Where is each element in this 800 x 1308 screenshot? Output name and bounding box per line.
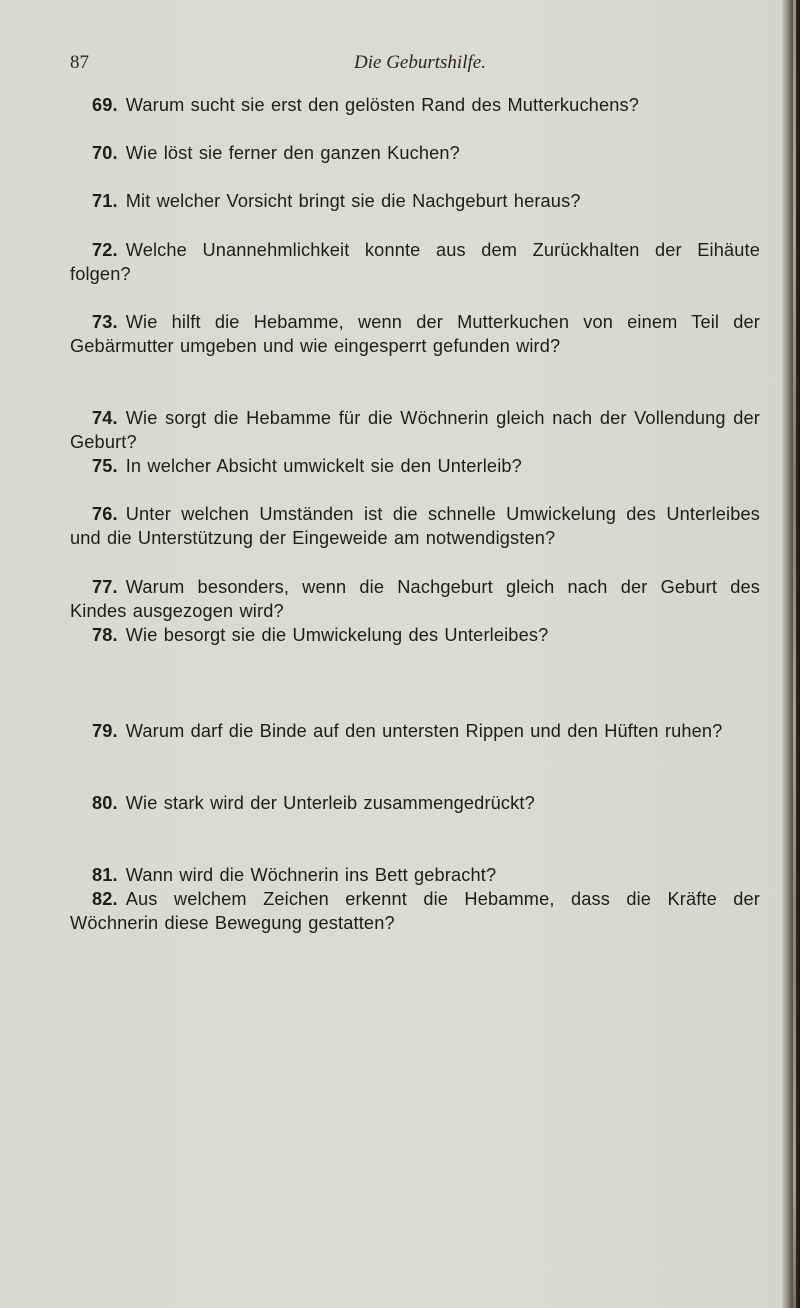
- question-number: 77.: [92, 577, 118, 597]
- question-text: Wie hilft die Hebamme, wenn der Mutterkuchen von einem Teil der Gebärmutter umgeben und wie eingesperrt gefunden wird?: [70, 312, 760, 356]
- question-71: [70, 189, 760, 213]
- question-77: [70, 575, 760, 623]
- question-number: 73.: [92, 312, 118, 332]
- question-number: 81.: [92, 865, 118, 885]
- question-70: [70, 141, 760, 165]
- question-text: Wie löst sie ferner den ganzen Kuchen?: [125, 143, 460, 163]
- question-text: Wann wird die Wöchnerin ins Bett gebracht?: [125, 865, 497, 885]
- question-76: [70, 502, 760, 550]
- question-text: Welche Unannehmlichkeit konnte aus dem Zurückhalten der Eihäute folgen?: [70, 240, 760, 284]
- question-text: In welcher Absicht umwickelt sie den Unterleib?: [125, 456, 522, 476]
- running-title: Die Geburtshilfe.: [354, 52, 486, 73]
- page-edge-highlight: [793, 0, 796, 1308]
- question-text: Wie sorgt die Hebamme für die Wöchnerin gleich nach der Vollendung der Geburt?: [70, 408, 760, 452]
- question-69: [70, 93, 760, 117]
- question-number: 75.: [92, 456, 118, 476]
- page-edge-shadow: [782, 0, 800, 1308]
- question-74: [70, 406, 760, 454]
- question-81: [70, 863, 760, 887]
- question-number: 69.: [92, 95, 118, 115]
- question-text: Unter welchen Umständen ist die schnelle Umwickelung des Unterleibes und die Unterstützung der Eingeweide am notwendigsten?: [70, 504, 760, 548]
- question-text: Warum darf die Binde auf den untersten Rippen und den Hüften ruhen?: [125, 721, 723, 741]
- question-number: 82.: [92, 889, 118, 909]
- question-number: 76.: [92, 504, 118, 524]
- question-number: 78.: [92, 625, 118, 645]
- question-text: Warum sucht sie erst den gelösten Rand des Mutterkuchens?: [125, 95, 639, 115]
- question-79: [70, 719, 760, 743]
- question-number: 79.: [92, 721, 118, 741]
- page-number: 87: [70, 52, 89, 73]
- question-73: [70, 310, 760, 358]
- question-number: 71.: [92, 191, 118, 211]
- question-number: 72.: [92, 240, 118, 260]
- question-72: [70, 238, 760, 286]
- question-78: [70, 623, 760, 647]
- question-number: 80.: [92, 793, 118, 813]
- question-number: 70.: [92, 143, 118, 163]
- question-number: 74.: [92, 408, 118, 428]
- question-text: Wie stark wird der Unterleib zusammengedrückt?: [125, 793, 535, 813]
- question-text: Warum besonders, wenn die Nachgeburt gleich nach der Geburt des Kindes ausgezogen wird?: [70, 577, 760, 621]
- question-text: Aus welchem Zeichen erkennt die Hebamme, dass die Kräfte der Wöchnerin diese Bewegung gestatten?: [70, 889, 760, 933]
- question-75: [70, 454, 760, 478]
- question-80: [70, 791, 760, 815]
- question-text: Mit welcher Vorsicht bringt sie die Nachgeburt heraus?: [125, 191, 581, 211]
- question-82: [70, 887, 760, 935]
- question-text: Wie besorgt sie die Umwickelung des Unterleibes?: [125, 625, 549, 645]
